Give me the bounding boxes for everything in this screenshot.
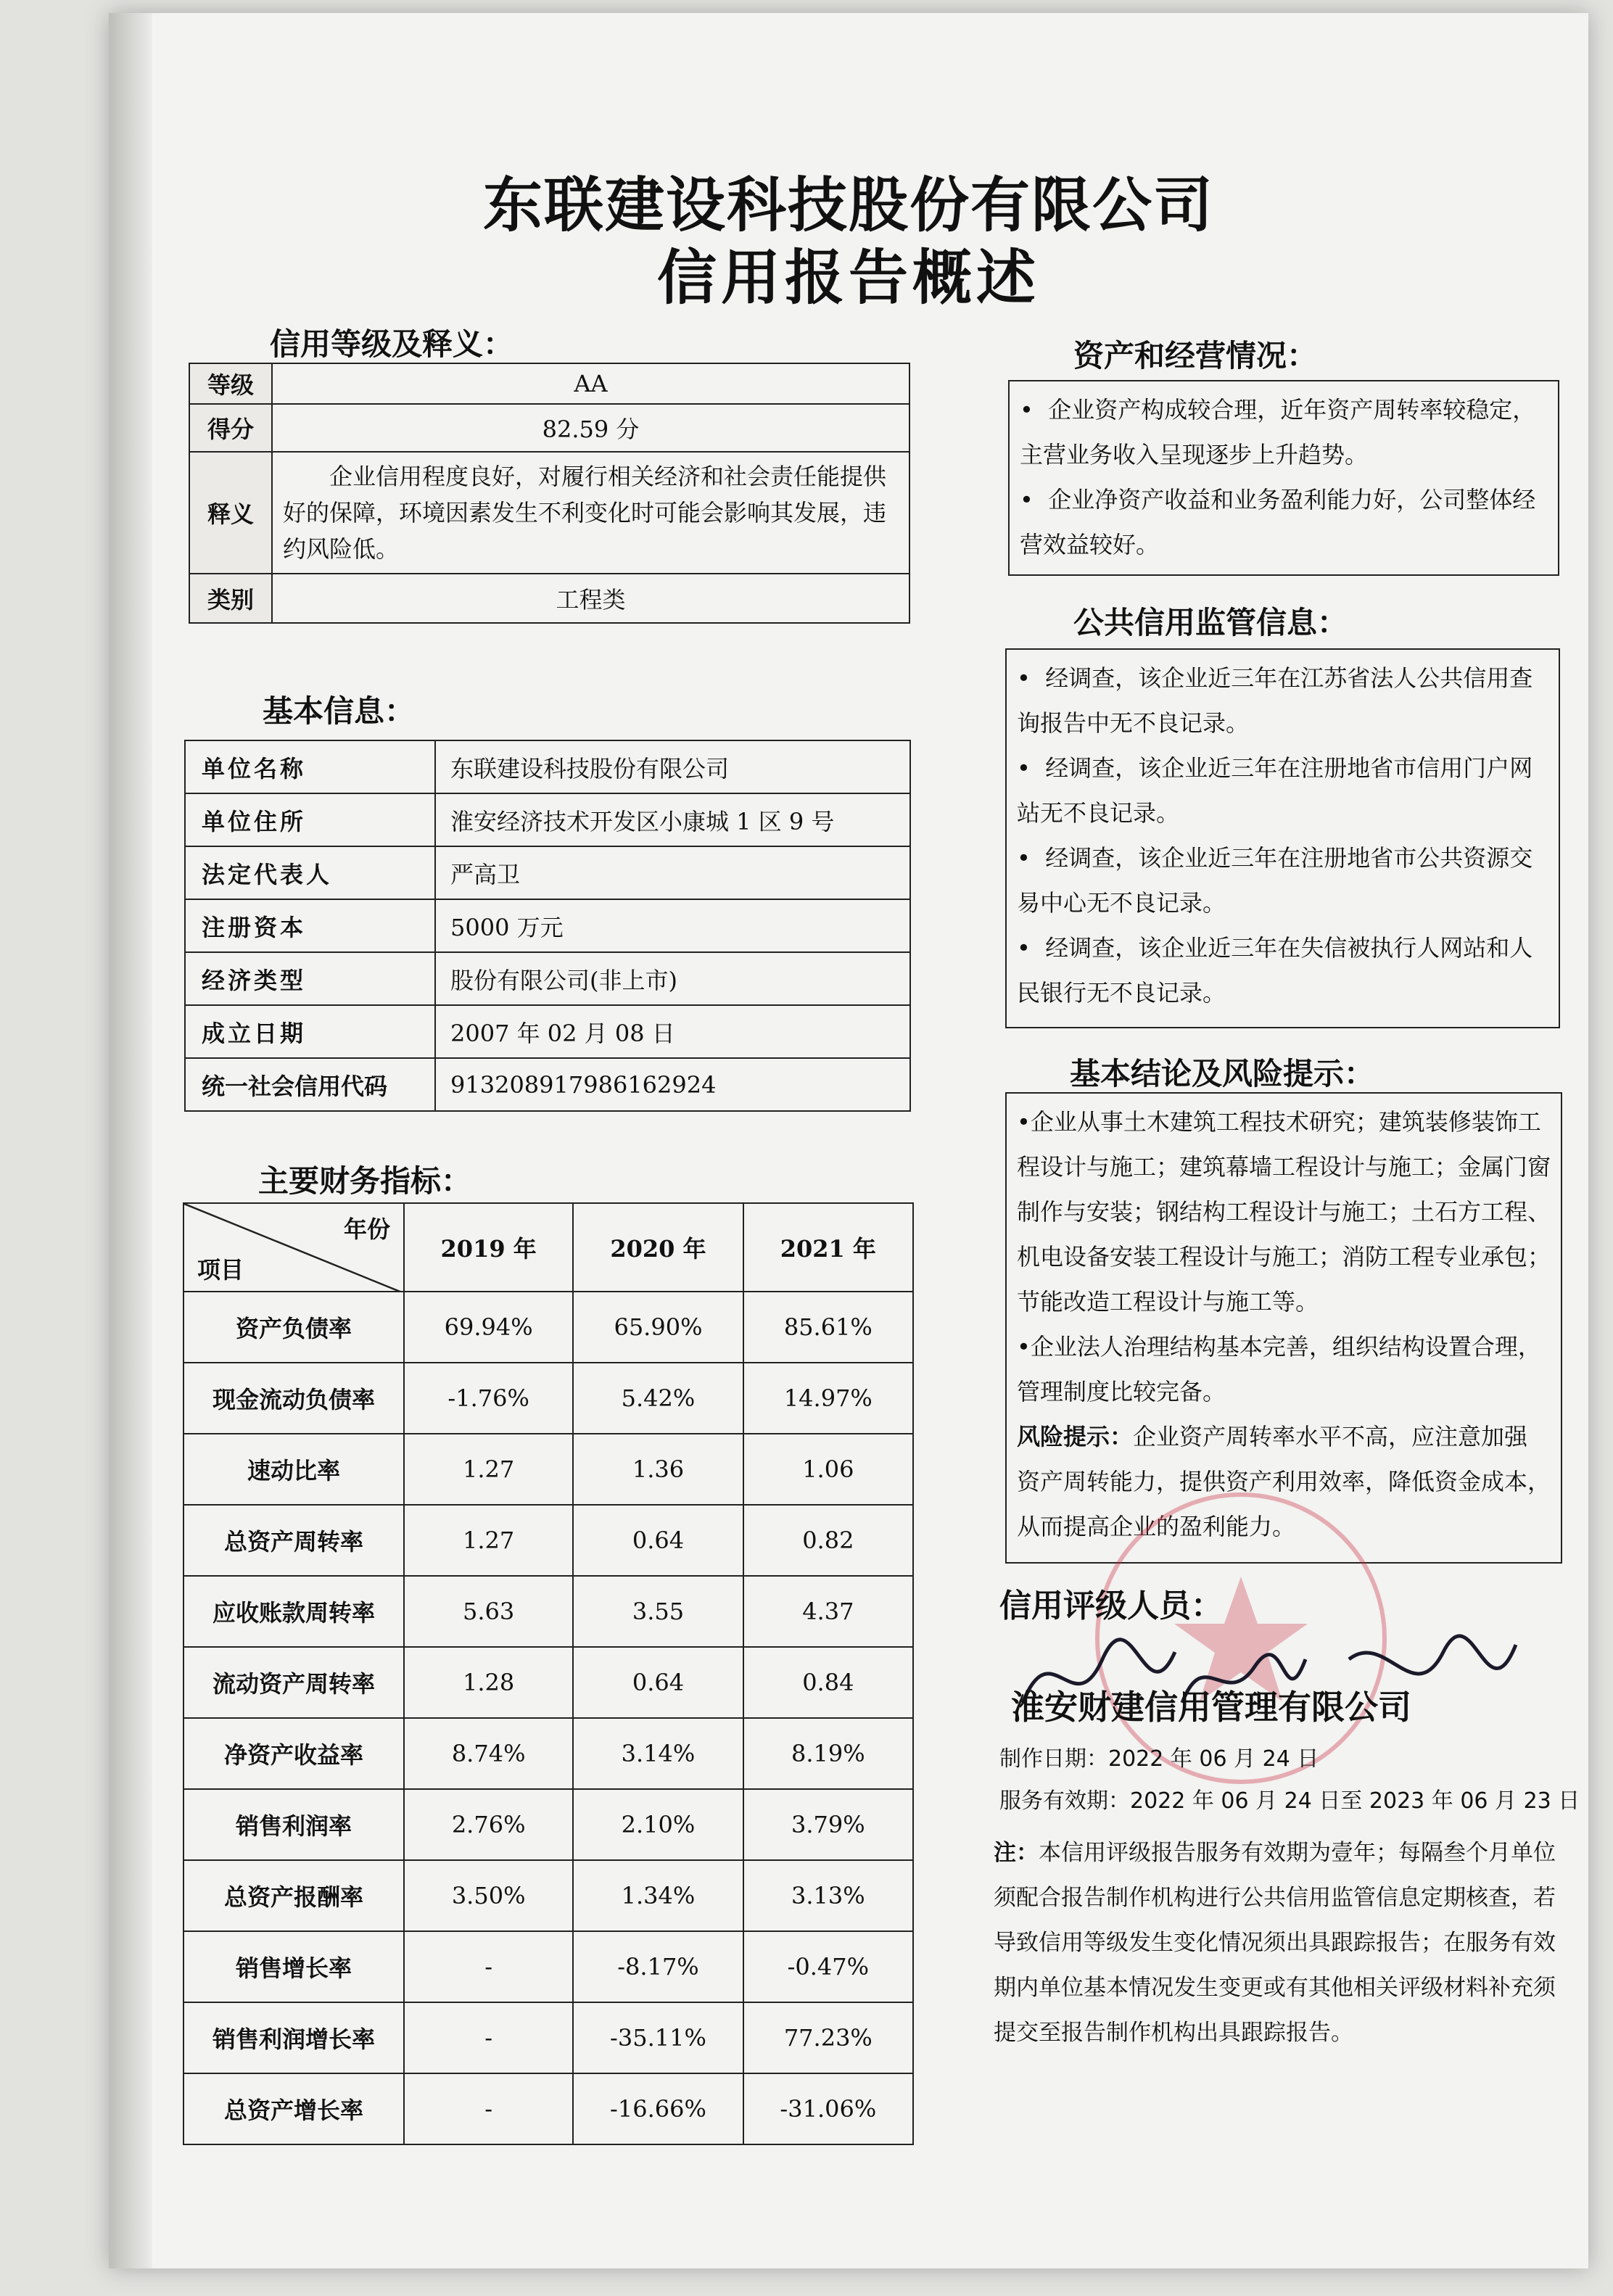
finance-label: 总资产报酬率 [183,1860,404,1931]
conclusion-paragraph: •企业法人治理结构基本完善，组织结构设置合理，管理制度比较完备。 [1017,1333,1541,1405]
finance-value: -1.76% [404,1363,573,1434]
finance-row [183,1505,913,1576]
finance-value: - [404,1931,573,2002]
finance-label: 销售利润增长率 [183,2002,404,2073]
finance-value: 0.84 [743,1647,913,1718]
corner-year-label: 年份 [343,1215,390,1243]
corner-item-label: 项目 [197,1256,244,1284]
finance-row [183,1363,913,1434]
basic-row [185,899,910,952]
assets-box [1008,380,1559,576]
finance-value: 1.06 [743,1434,913,1505]
finance-value: 77.23% [743,2002,913,2073]
grade-heading: 信用等级及释义： [270,326,514,362]
finance-value: 3.55 [573,1576,743,1647]
category-value: 工程类 [272,574,909,623]
score-value: 82.59 分 [272,404,909,452]
finance-value: -31.06% [743,2073,913,2144]
basic-heading: 基本信息： [263,693,416,729]
score-label: 得分 [189,404,272,452]
public-box [1005,648,1560,1028]
basic-row [185,793,910,846]
finance-row [183,1718,913,1789]
finance-label: 销售增长率 [183,1931,404,2002]
finance-row [183,1576,913,1647]
finance-corner-cell [183,1203,404,1292]
grade-label: 等级 [189,363,272,404]
finance-value: -16.66% [573,2073,743,2144]
year-header: 2021 年 [743,1203,913,1292]
basic-label: 统一社会信用代码 [185,1058,435,1111]
basic-value: 股份有限公司(非上市) [435,952,910,1005]
finance-value: 0.82 [743,1505,913,1576]
production-date: 制作日期：2022 年 06 月 24 日 [999,1746,1319,1772]
finance-value: - [404,2073,573,2144]
basic-value: 913208917986162924 [435,1058,910,1111]
category-label: 类别 [189,574,272,623]
finance-value: 85.61% [743,1292,913,1363]
finance-label: 总资产增长率 [183,2073,404,2144]
public-item: • 经调查，该企业近三年在江苏省法人公共信用查询报告中无不良记录。 [1017,664,1533,737]
finance-value: 3.79% [743,1789,913,1860]
report-title: 信用报告概述 [656,244,1040,313]
public-item: • 经调查，该企业近三年在注册地省市公共资源交易中心无不良记录。 [1017,844,1533,917]
basic-value: 严高卫 [435,846,910,899]
finance-value: 14.97% [743,1363,913,1434]
risk-paragraph: 风险提示：企业资产周转率水平不高，应注意加强资产周转能力，提供资产利用效率，降低资金成本，从而提高企业的盈利能力。 [1017,1423,1551,1540]
definition-row [189,452,909,574]
finance-row [183,2073,913,2144]
finance-value: 69.94% [404,1292,573,1363]
assets-heading: 资产和经营情况： [1073,338,1318,373]
finance-label: 流动资产周转率 [183,1647,404,1718]
basic-label: 法定代表人 [185,846,435,899]
finance-value: 5.63 [404,1576,573,1647]
basic-label: 经济类型 [185,952,435,1005]
definition-label: 释义 [189,452,272,574]
finance-row [183,1434,913,1505]
finance-header-row [183,1203,913,1292]
finance-value: -0.47% [743,1931,913,2002]
definition-value: 企业信用程度良好，对履行相关经济和社会责任能提供好的保障，环境因素发生不利变化时可能会影响其发展，违约风险低。 [272,452,909,574]
grade-value: AA [272,363,909,404]
report-page [109,13,1588,2268]
basic-value: 东联建设科技股份有限公司 [435,740,910,793]
finance-value: 3.14% [573,1718,743,1789]
finance-value: 1.28 [404,1647,573,1718]
basic-value: 淮安经济技术开发区小康城 1 区 9 号 [435,793,910,846]
conclusion-paragraph: •企业从事土木建筑工程技术研究；建筑装修装饰工程设计与施工；建筑幕墙工程设计与施工；金属门窗制作与安装；钢结构工程设计与施工；土石方工程、机电设备安装工程设计与施工；消防工程专业承包；节能改造工程设计与施工等。 [1017,1108,1551,1316]
finance-label: 销售利润率 [183,1789,404,1860]
basic-value: 2007 年 02 月 08 日 [435,1005,910,1058]
grade-table [189,363,910,624]
year-header: 2020 年 [573,1203,743,1292]
basic-label: 单位住所 [185,793,435,846]
basic-info-table [184,740,911,1112]
bullet-icon: • [1020,396,1049,424]
public-heading: 公共信用监管信息： [1073,605,1348,640]
finance-label: 现金流动负债率 [183,1363,404,1434]
company-title: 东联建设科技股份有限公司 [482,171,1214,240]
finance-row [183,1647,913,1718]
binding-spine [109,13,152,2268]
finance-value: 1.36 [573,1434,743,1505]
finance-heading: 主要财务指标： [258,1163,472,1199]
risk-label: 风险提示： [1017,1423,1134,1450]
finance-row [183,2002,913,2073]
finance-label: 速动比率 [183,1434,404,1505]
basic-label: 单位名称 [185,740,435,793]
bullet-icon: • [1017,754,1046,782]
validity-period: 服务有效期：2022 年 06 月 24 日至 2023 年 06 月 23 日 [999,1788,1580,1814]
finance-value: 1.27 [404,1505,573,1576]
basic-row [185,1005,910,1058]
public-item: • 经调查，该企业近三年在失信被执行人网站和人民银行无不良记录。 [1017,934,1533,1007]
finance-row [183,1860,913,1931]
basic-row [185,740,910,793]
bullet-icon: • [1017,934,1046,962]
finance-value: - [404,2002,573,2073]
finance-value: 4.37 [743,1576,913,1647]
finance-value: 2.10% [573,1789,743,1860]
score-row [189,404,909,452]
finance-value: 0.64 [573,1647,743,1718]
finance-value: 1.27 [404,1434,573,1505]
conclusion-box [1005,1092,1562,1564]
finance-value: 5.42% [573,1363,743,1434]
finance-value: -8.17% [573,1931,743,2002]
finance-row [183,1789,913,1860]
grade-row [189,363,909,404]
finance-value: 2.76% [404,1789,573,1860]
assets-item: • 企业资产构成较合理，近年资产周转率较稳定，主营业务收入呈现逐步上升趋势。 [1020,396,1536,468]
finance-label: 总资产周转率 [183,1505,404,1576]
finance-value: -35.11% [573,2002,743,2073]
finance-value: 8.74% [404,1718,573,1789]
basic-row [185,846,910,899]
finance-value: 65.90% [573,1292,743,1363]
basic-row [185,1058,910,1111]
finance-row [183,1931,913,2002]
raters-label: 信用评级人员： [999,1587,1223,1624]
finance-value: 8.19% [743,1718,913,1789]
public-item: • 经调查，该企业近三年在注册地省市信用门户网站无不良记录。 [1017,754,1533,827]
finance-label: 应收账款周转率 [183,1576,404,1647]
bullet-icon: • [1020,486,1049,513]
assets-item: • 企业净资产收益和业务盈利能力好，公司整体经营效益较好。 [1020,486,1536,558]
finance-label: 资产负债率 [183,1292,404,1363]
note-text: 注：本信用评级报告服务有效期为壹年；每隔叁个月单位须配合报告制作机构进行公共信用监管信息定期核查，若导致信用等级发生变化情况须出具跟踪报告；在服务有效期内单位基本情况发生变更或有其他相关评级材料补充须提交至报告制作机构出具跟踪报告。 [994,1840,1556,2046]
finance-value: 3.13% [743,1860,913,1931]
finance-value: 3.50% [404,1860,573,1931]
finance-value: 0.64 [573,1505,743,1576]
bullet-icon: • [1017,844,1046,872]
finance-table [183,1202,914,2145]
rating-company: 淮安财建信用管理有限公司 [1011,1688,1411,1727]
category-row [189,574,909,623]
finance-value: 1.34% [573,1860,743,1931]
bullet-icon: • [1017,664,1046,692]
year-header: 2019 年 [404,1203,573,1292]
basic-value: 5000 万元 [435,899,910,952]
basic-label: 注册资本 [185,899,435,952]
conclusion-heading: 基本结论及风险提示： [1070,1056,1375,1091]
basic-row [185,952,910,1005]
finance-row [183,1292,913,1363]
basic-label: 成立日期 [185,1005,435,1058]
finance-label: 净资产收益率 [183,1718,404,1789]
